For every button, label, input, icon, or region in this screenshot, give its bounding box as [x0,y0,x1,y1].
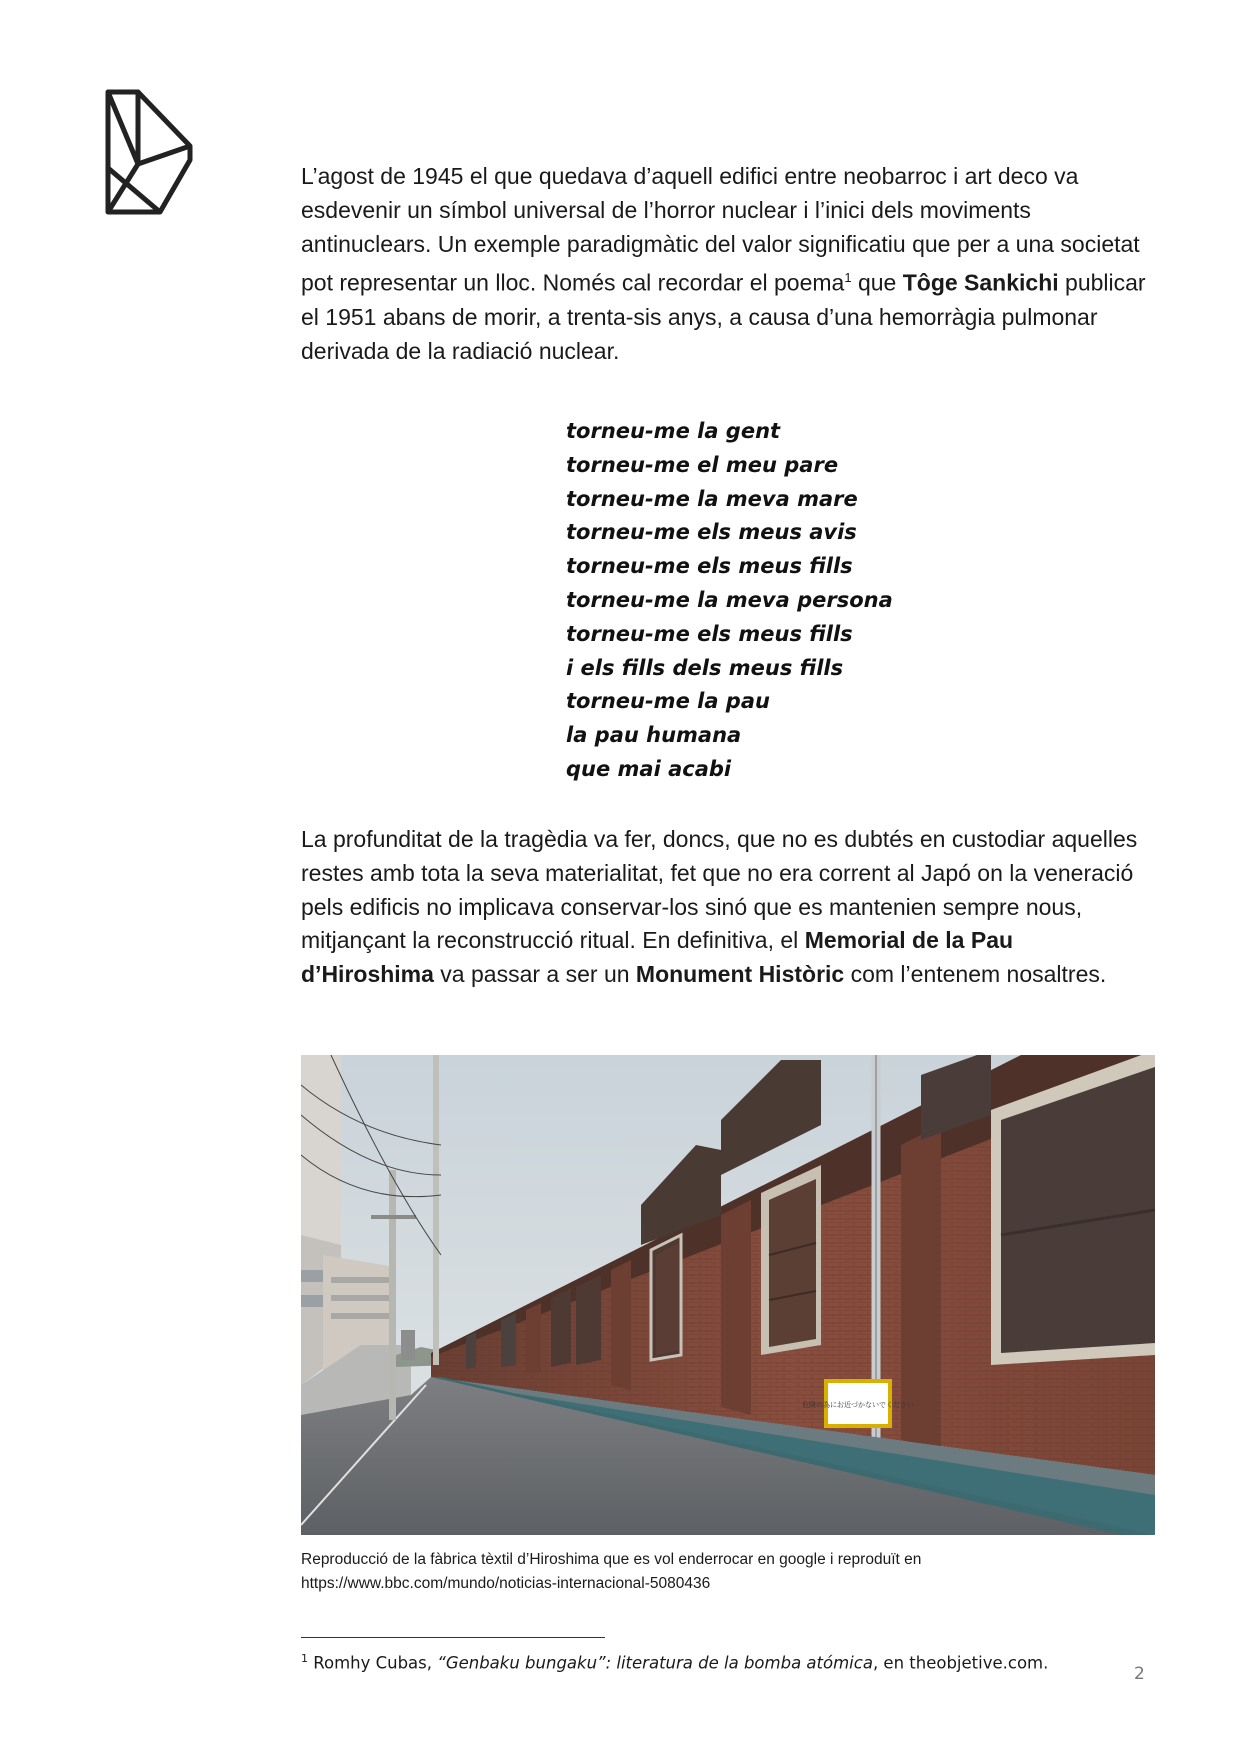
footnote-divider [301,1637,605,1638]
poem-line: torneu-me els meus fills [566,554,853,579]
page-number: 2 [1134,1664,1145,1684]
publisher-logo [104,88,194,216]
paragraph-text: va passar a ser un [433,961,636,988]
poem-line: torneu-me la gent [566,419,781,443]
poem-line: la pau humana [566,723,742,748]
memorial-name: Memorial de la Pau d’Hiroshima [301,927,1014,988]
poem-line: torneu-me els meus avis [566,520,857,545]
body-paragraph-2 [301,823,1151,992]
poem-line: torneu-me la pau [566,689,770,714]
footnote-number: 1 [301,1652,308,1665]
paragraph-text: L’agost de 1945 el que quedava d’aquell edifici entre neobarroc i art deco va esdevenir un símbol universal de l’horror nuclear i l’inici dels moviments antinuclears. Un exemple paradigmàtic del valor significatiu que per a una societat pot representar un lloc. Només cal recordar el poema [301,163,1140,297]
footnote-title: “Genbaku bungaku”: literatura de la bomba atómica [437,1653,873,1673]
factory-photo-illustration [301,1055,1155,1535]
warning-sign-text: 危険の為にお近づかないでください [802,1401,914,1409]
caption-url[interactable]: https://www.bbc.com/mundo/noticias-internacional-5080436 [301,1575,711,1592]
photo-caption [301,1548,1171,1596]
body-paragraph-1 [301,160,1151,368]
paragraph-text: que [851,270,903,297]
paragraph-text: La profunditat de la tragèdia va fer, doncs, que no es dubtés en custodiar aquelles restes amb tota la seva materialitat, fet que no era corrent al Japó on la veneració pels edificis no implicava conservar-los sinó que es mantenien sempre nous, mitjançant la reconstrucció ritual. En definitiva, el [301,826,1138,954]
poem-line: i els fills dels meus fills [566,655,844,680]
poem-line: torneu-me els meus fills [566,621,853,646]
caption-line: Reproducció de la fàbrica tèxtil d’Hiroshima que es vol enderrocar en google i reproduït en [301,1551,922,1568]
footnote [301,1647,1171,1676]
footnote-source: , en theobjetive.com. [872,1653,1049,1673]
poem-line: torneu-me el meu pare [566,452,839,477]
footnote-author: Romhy Cubas, [308,1653,438,1673]
paragraph-text: com l’entenem nosaltres. [844,961,1107,988]
poet-name: Tôge Sankichi [902,270,1059,297]
poem-line: torneu-me la meva mare [566,486,858,511]
footnote-reference[interactable]: 1 [844,270,852,286]
factory-photo [301,1055,1155,1535]
poem-line: que mai acabi [566,756,732,781]
poem [566,415,893,787]
poem-line: torneu-me la meva persona [566,587,893,612]
monument-term: Monument Històric [635,961,845,988]
paragraph-text: publicar el 1951 abans de morir, a trenta-sis anys, a causa d’una hemorràgia pulmonar derivada de la radiació nuclear. [301,270,1146,364]
